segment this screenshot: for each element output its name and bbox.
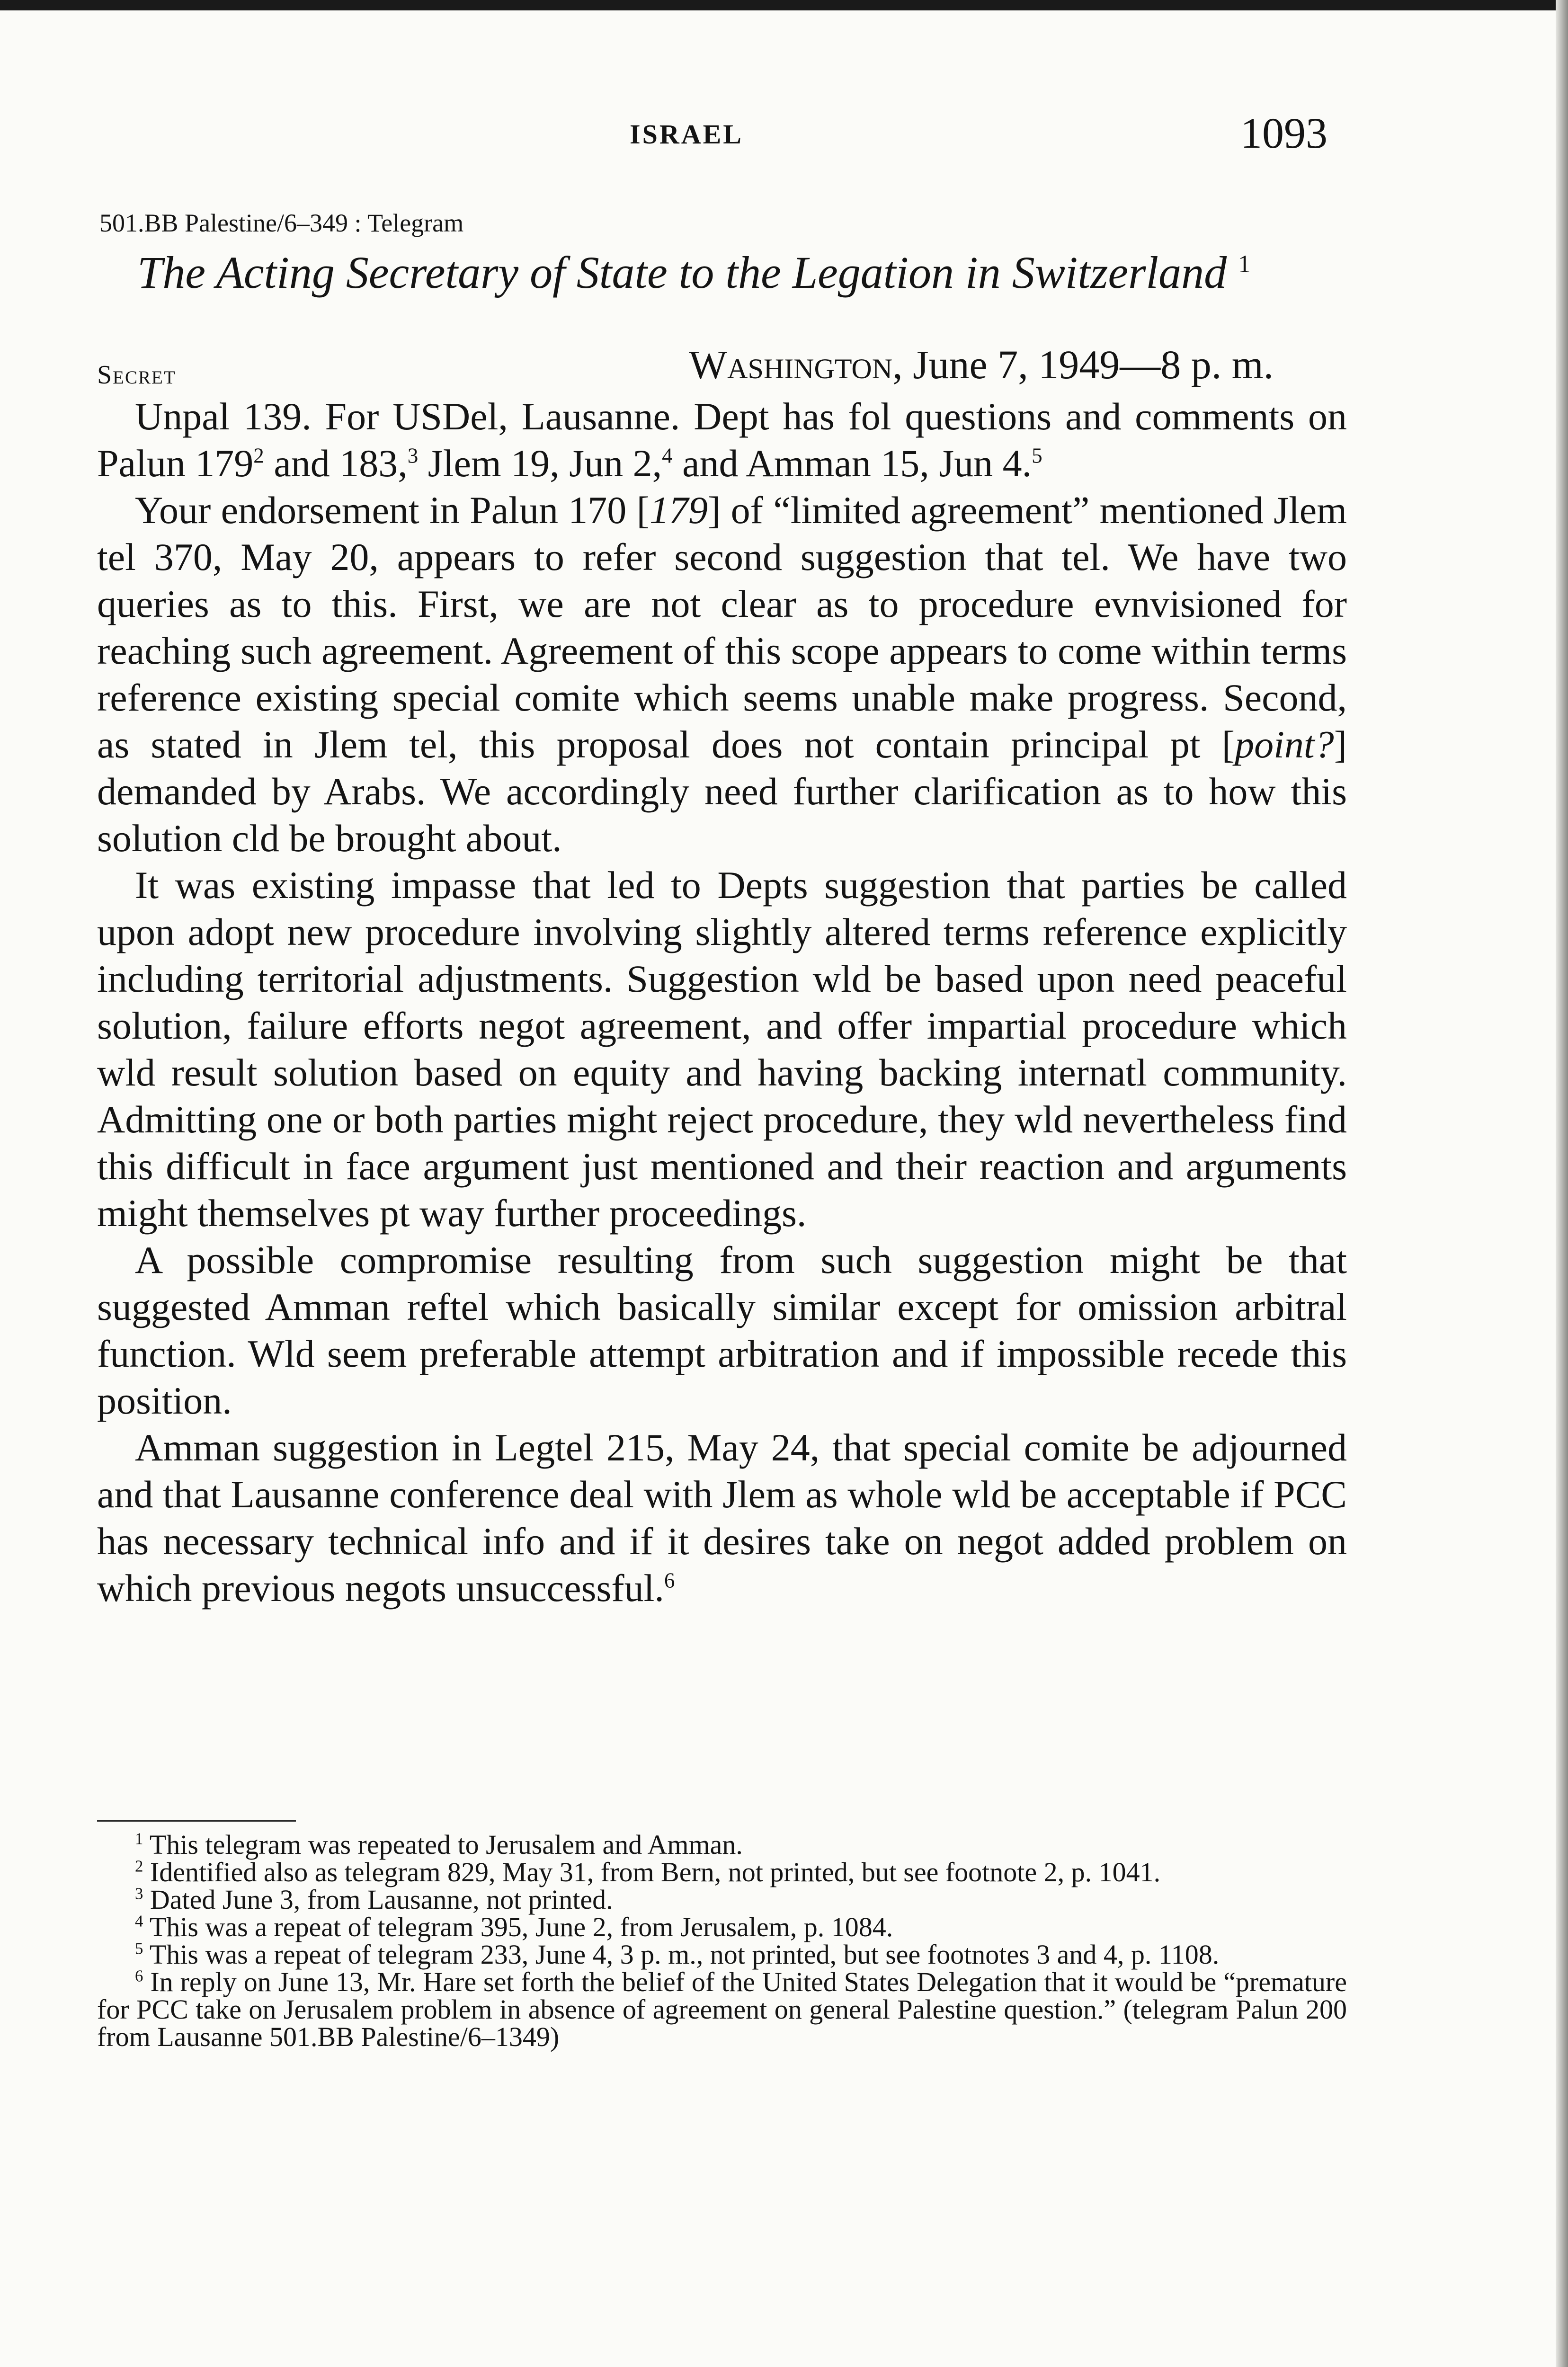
footnote-4-mark: 4	[135, 1912, 143, 1931]
paragraph-2-text-c: ] demanded by Arabs. We accordingly need further clarification as to how this solution cld be brought about.	[97, 723, 1347, 860]
footnote-6-text: In reply on June 13, Mr. Hare set forth the belief of the United States Delegation that it would be “premature for PCC take on Jerusalem problem in absence of agreement on general Palestine question.” (telegram Palun 200 from Lausanne 501.BB Palestine/6–1349)	[97, 1967, 1347, 2052]
dateline-place: Washington	[689, 342, 893, 387]
footnote-5	[97, 1941, 1347, 1968]
page-number: 1093	[1240, 109, 1327, 157]
footnote-1	[97, 1831, 1347, 1859]
right-scan-edge	[1556, 0, 1568, 2367]
paragraph-1-text-a: Unpal 139. For USDel, Lausanne. Dept has fol questions and comments on Palun 179	[97, 395, 1347, 485]
footnote-ref-4: 4	[662, 444, 673, 468]
paragraph-2	[97, 487, 1347, 862]
paragraph-4: A possible compromise resulting from such suggestion might be that suggested Amman reftel which basically similar except for omission arbitral function. Wld seem preferable attempt arbitration and if impossible recede this position.	[97, 1238, 1347, 1422]
footnote-6-mark: 6	[135, 1967, 143, 1985]
classification-label: Secret	[97, 360, 176, 390]
document-title-text: The Acting Secretary of State to the Legation in Switzerland	[137, 247, 1227, 298]
footnote-1-text: This telegram was repeated to Jerusalem and Amman.	[149, 1829, 743, 1860]
paragraph-1-text-d: and Amman 15, Jun 4.	[672, 442, 1032, 485]
paragraph-1-text-b: and 183,	[264, 442, 408, 485]
footnote-2	[97, 1859, 1347, 1886]
paragraph-2-text-b: ] of “limited agreement” mentioned Jlem tel 370, May 20, appears to refer second suggestion that tel. We have two queries as to this. First, we are not clear as to procedure evnvisioned for reaching such agreement. Agreement of this scope appears to come within terms reference existing special comite which seems unable make progress. Second, as stated in Jlem tel, this proposal does not contain principal pt [	[97, 489, 1347, 766]
footnote-1-mark: 1	[135, 1829, 143, 1848]
paragraph-1	[97, 393, 1347, 487]
running-head: ISRAEL	[630, 119, 743, 150]
footnote-rule	[97, 1820, 296, 1822]
paragraph-3: It was existing impasse that led to Depts suggestion that parties be called upon adopt new procedure involving slightly altered terms reference explicitly including territorial adjustments. Suggestion wld be based upon need peaceful solution, failure efforts negot agreement, and offer impartial procedure which wld result solution based on equity and having backing internatl community. Admitting one or both parties might reject procedure, they wld nevertheless find this difficult in face argument just mentioned and their reaction and arguments might themselves pt way further proceedings.	[97, 863, 1347, 1235]
footnote-4	[97, 1913, 1347, 1941]
footnote-2-mark: 2	[135, 1857, 143, 1876]
editorial-query: point?	[1235, 723, 1334, 766]
footnote-6	[97, 1968, 1347, 2051]
footnote-3-text: Dated June 3, from Lausanne, not printed.	[150, 1884, 613, 1915]
footnote-ref-5: 5	[1032, 444, 1042, 468]
telegram-body	[97, 393, 1347, 1611]
footnote-3-mark: 3	[135, 1884, 143, 1903]
paragraph-5	[97, 1424, 1347, 1611]
dateline	[689, 341, 1274, 388]
footnote-3	[97, 1886, 1347, 1913]
footnote-ref-2: 2	[253, 444, 264, 468]
paragraph-1-text-c: Jlem 19, Jun 2,	[418, 442, 662, 485]
file-reference: 501.BB Palestine/6–349 : Telegram	[99, 209, 464, 237]
editorial-correction: 179	[649, 489, 708, 532]
top-scan-border	[0, 0, 1568, 10]
footnote-ref-1: 1	[1238, 250, 1251, 278]
paragraph-2-text-a: Your endorsement in Palun 170 [	[135, 489, 650, 532]
footnotes	[97, 1831, 1347, 2051]
footnote-5-text: This was a repeat of telegram 233, June 4, 3 p. m., not printed, but see footnotes 3 and 4, p. 1108.	[149, 1939, 1220, 1970]
footnote-5-mark: 5	[135, 1939, 143, 1958]
footnote-ref-6: 6	[664, 1568, 675, 1593]
dateline-date: , June 7, 1949—8 p. m.	[892, 342, 1274, 387]
footnote-ref-3: 3	[407, 444, 419, 468]
footnote-2-text: Identified also as telegram 829, May 31, from Bern, not printed, but see footnote 2, p. 1041.	[150, 1857, 1161, 1887]
document-title	[137, 246, 1251, 299]
footnote-4-text: This was a repeat of telegram 395, June 2, from Jerusalem, p. 1084.	[149, 1912, 893, 1942]
paragraph-5-text: Amman suggestion in Legtel 215, May 24, that special comite be adjourned and that Lausanne conference deal with Jlem as whole wld be acceptable if PCC has necessary technical info and if it desires take on negot added problem on which previous negots unsuccessful.	[97, 1426, 1347, 1610]
